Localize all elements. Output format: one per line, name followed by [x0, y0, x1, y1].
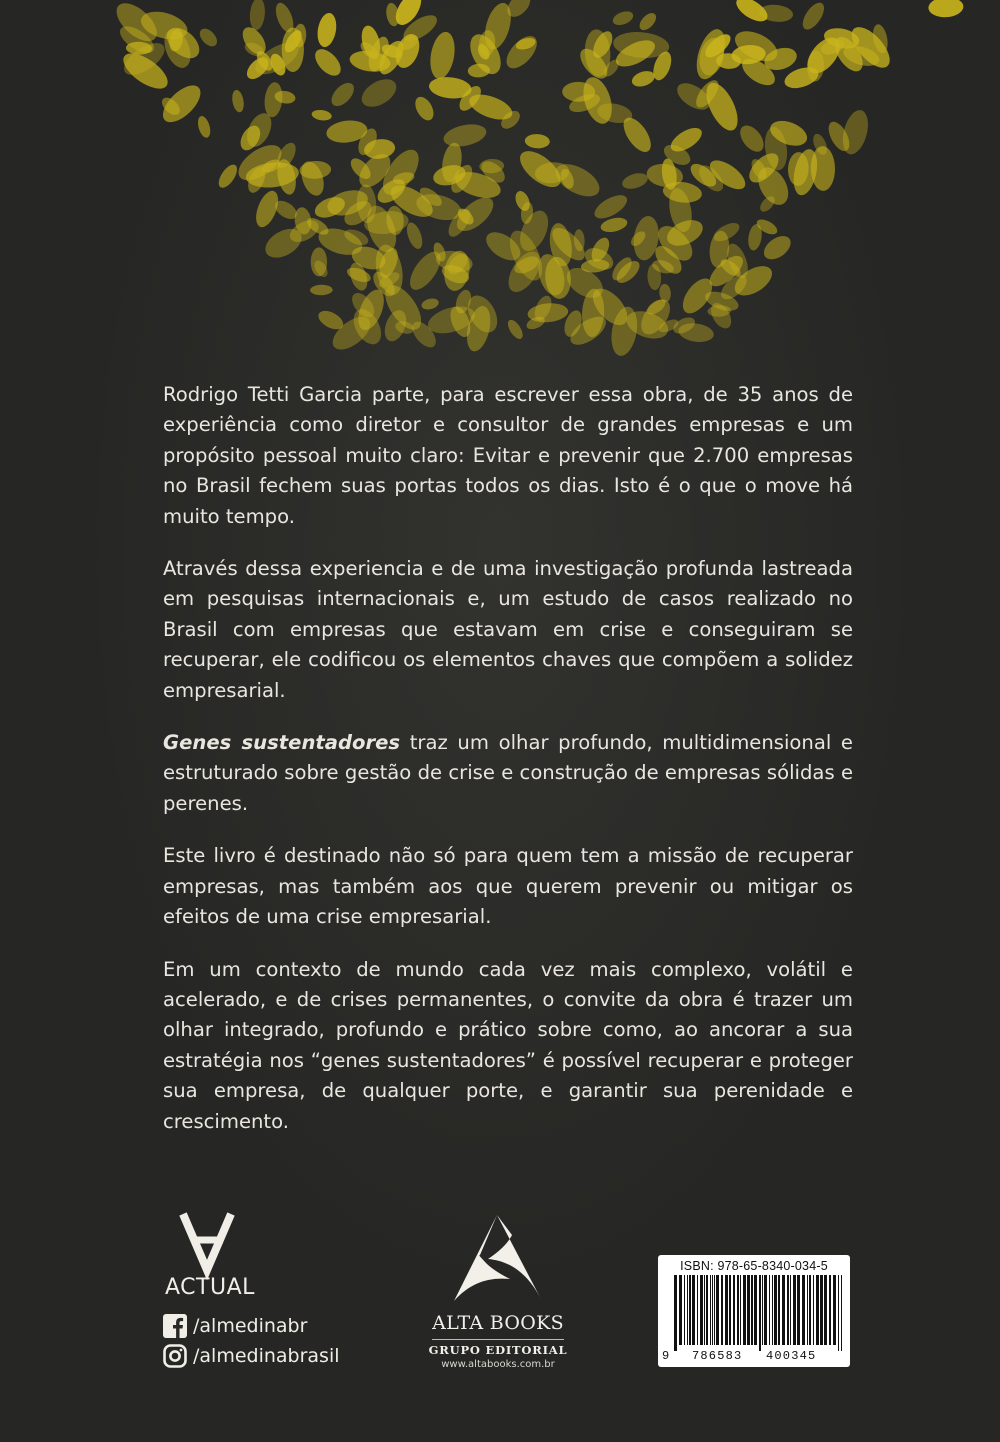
leaf — [311, 109, 332, 122]
barcode-bar — [759, 1275, 761, 1351]
barcode-bar — [762, 1275, 763, 1345]
barcode-bar — [807, 1275, 808, 1345]
barcode-panel — [658, 1255, 850, 1367]
leaf — [249, 0, 267, 31]
barcode-bar — [697, 1275, 698, 1345]
leaf — [196, 115, 213, 140]
barcode-digits-left: 786583 — [692, 1349, 743, 1363]
leaf — [310, 44, 345, 80]
barcode-bar — [706, 1275, 708, 1345]
barcode-bar — [700, 1275, 703, 1345]
barcode-bar — [816, 1275, 819, 1345]
leaf — [412, 94, 438, 124]
blurb-paragraph-1: Rodrigo Tetti Garcia parte, para escrever essa obra, de 35 anos de experiência como diretor e consultor de grandes empresas e um propósito pessoal muito claro: Evitar e prevenir que 2.700 empresas no Brasil fechem suas portas todos os dias. Isto é o que o move há muito tempo. — [163, 383, 853, 528]
leaf — [505, 317, 526, 341]
barcode-bar — [716, 1275, 719, 1345]
facebook-handle[interactable] — [163, 1313, 307, 1339]
leaf — [215, 162, 240, 191]
barcode-bar — [790, 1275, 791, 1345]
alta-books-url[interactable]: www.altabooks.com.br — [441, 1359, 555, 1370]
barcode-bar — [712, 1275, 713, 1345]
barcode-bar — [737, 1275, 739, 1345]
barcode-bar — [714, 1275, 715, 1345]
leaf — [620, 170, 649, 191]
instagram-icon — [163, 1344, 187, 1368]
leaf — [599, 215, 628, 234]
foliage-illustration — [0, 0, 1000, 370]
leaf — [636, 10, 659, 33]
barcode-bar — [710, 1275, 711, 1345]
alta-books-subtitle: GRUPO EDITORIAL — [428, 1343, 568, 1357]
barcode-bar — [743, 1275, 746, 1345]
barcode-bar — [797, 1275, 800, 1345]
barcode-bar — [692, 1275, 695, 1345]
alta-books-logo — [450, 1213, 545, 1305]
barcode-bar — [820, 1275, 823, 1345]
barcode-bar — [684, 1275, 685, 1345]
barcode-bar — [841, 1275, 842, 1351]
barcode-bar — [733, 1275, 735, 1345]
actual-imprint-name: ACTUAL — [165, 1275, 255, 1300]
barcode-bar — [833, 1275, 836, 1345]
barcode-bar — [747, 1275, 750, 1345]
leaf — [231, 89, 246, 113]
isbn-label: ISBN: 978-65-8340-034-5 — [680, 1259, 828, 1273]
barcode-bar — [721, 1275, 723, 1345]
leaf — [427, 30, 458, 81]
barcode-bar — [813, 1275, 814, 1345]
leaf — [760, 231, 795, 264]
barcode-bar — [769, 1275, 770, 1345]
barcode-bar — [687, 1275, 688, 1345]
leaf — [196, 25, 220, 49]
leaf — [736, 121, 769, 156]
blurb-paragraph-4: Este livro é destinado não só para quem tem a missão de recuperar empresas, mas também aos que querem prevenir ou mitigar os efeitos de uma crise empresarial. — [163, 844, 853, 929]
barcode-bar — [809, 1275, 811, 1345]
barcode-bar — [824, 1275, 827, 1345]
alta-books-divider — [432, 1339, 564, 1340]
barcode-bar — [764, 1275, 767, 1345]
barcode-bar — [729, 1275, 731, 1345]
leaf — [611, 9, 635, 28]
leaf — [799, 0, 829, 33]
barcode-bar — [782, 1275, 785, 1345]
barcode-bar — [787, 1275, 789, 1345]
barcode-bar — [829, 1275, 831, 1345]
instagram-handle-text: /almedinabrasil — [193, 1345, 340, 1367]
leaf — [591, 190, 631, 223]
blurb-paragraph-2: Através dessa experiencia e de uma investigação profunda lastreada em pesquisas internacionais e, um estudo de casos realizado no Brasil com empresas que estavam em crise e conseguiram se recuperar, ele codificou os elementos chaves que compõem a solidez empresarial. — [163, 557, 853, 702]
barcode-bar — [740, 1275, 741, 1345]
barcode-bar — [802, 1275, 805, 1345]
leaf — [441, 121, 488, 150]
barcode-digit-first: 9 — [662, 1349, 670, 1363]
leaf — [404, 220, 426, 251]
blurb-paragraph-3 — [163, 728, 853, 819]
barcode-bar — [704, 1275, 705, 1345]
leaf — [263, 81, 284, 118]
barcode — [674, 1275, 844, 1351]
blurb-paragraph-5: Em um contexto de mundo cada vez mais complexo, volátil e acelerado, e de crises permanentes, o convite da obra é trazer um olhar integrado, profundo e prático sobre como, ao ancorar a sua estratégia nos “genes sustentadores” é possível recuperar e proteger sua empresa, de qualquer porte, e garantir sua perenidade e crescimento. — [163, 957, 853, 1133]
barcode-bar — [751, 1275, 753, 1345]
leaf — [420, 297, 440, 312]
barcode-bar — [689, 1275, 691, 1345]
leaf — [928, 0, 964, 18]
barcode-bar — [754, 1275, 757, 1345]
leaf — [501, 31, 543, 74]
barcode-bar — [778, 1275, 780, 1345]
barcode-bar — [772, 1275, 773, 1345]
leaf — [524, 133, 550, 148]
book-title-emphasis: Genes sustentadores — [163, 731, 401, 755]
barcode-bar — [774, 1275, 777, 1345]
leaf — [315, 11, 339, 48]
leaf — [630, 68, 657, 89]
barcode-bar — [793, 1275, 796, 1345]
leaf — [327, 79, 358, 110]
leaf — [310, 285, 333, 296]
barcode-digits-right: 400345 — [766, 1349, 817, 1363]
blurb-text — [163, 380, 853, 1159]
barcode-bar — [679, 1275, 682, 1345]
alta-books-name: ALTA BOOKS — [432, 1312, 564, 1334]
barcode-bar — [838, 1275, 839, 1351]
instagram-handle[interactable] — [163, 1343, 340, 1369]
facebook-handle-text: /almedinabr — [193, 1315, 308, 1337]
blurb-paragraph-3-rest: traz um olhar profundo, multidimensional e estruturado sobre gestão de crise e construção de empresas sólidas e perenes. — [163, 731, 853, 815]
barcode-bar — [674, 1275, 677, 1351]
barcode-bar — [725, 1275, 728, 1345]
leaf — [357, 74, 401, 113]
facebook-icon — [163, 1314, 187, 1338]
